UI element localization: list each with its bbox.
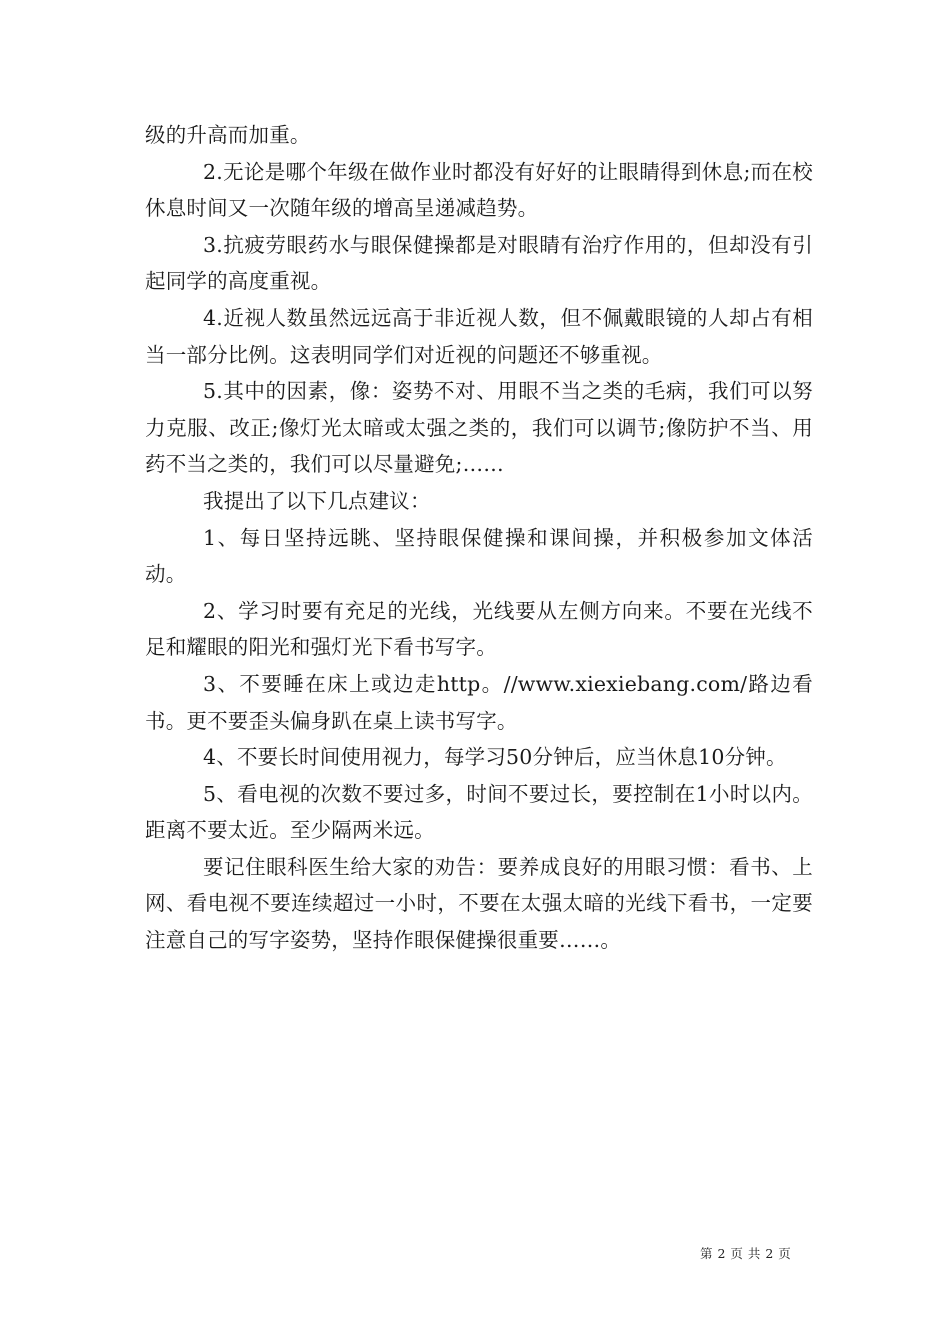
paragraph-continuation: 级的升高而加重。 xyxy=(145,123,311,147)
finding-3-paragraph: 3.抗疲劳眼药水与眼保健操都是对眼睛有治疗作用的，但却没有引起同学的高度重视。 xyxy=(145,232,813,294)
suggestion-4-paragraph: 4、不要长时间使用视力，每学习50分钟后，应当休息10分钟。 xyxy=(203,745,787,770)
finding-4-paragraph: 4.近视人数虽然远远高于非近视人数，但不佩戴眼镜的人却占有相当一部分比例。这表明同学们对近视的问题还不够重视。 xyxy=(145,305,813,367)
closing-advice-paragraph: 要记住眼科医生给大家的劝告：要养成良好的用眼习惯：看书、上网、看电视不要连续超过一小时，不要在太强太暗的光线下看书，一定要注意自己的写字姿势，坚持作眼保健操很重要……。 xyxy=(145,854,813,953)
suggestion-1-paragraph: 1、每日坚持远眺、坚持眼保健操和课间操，并积极参加文体活动。 xyxy=(145,525,813,587)
suggestion-5-paragraph: 5、看电视的次数不要过多，时间不要过长，要控制在1小时以内。距离不要太近。至少隔两米远。 xyxy=(145,781,813,843)
suggestion-2-paragraph: 2、学习时要有充足的光线，光线要从左侧方向来。不要在光线不足和耀眼的阳光和强灯光下看书写字。 xyxy=(145,598,813,660)
suggestion-3-paragraph: 3、不要睡在床上或边走http。//www.xiexiebang.com/路边看书。更不要歪头偏身趴在桌上读书写字。 xyxy=(145,671,813,733)
finding-2-paragraph: 2.无论是哪个年级在做作业时都没有好好的让眼睛得到休息;而在校休息时间又一次随年级的增高呈递减趋势。 xyxy=(145,159,813,221)
suggestions-heading: 我提出了以下几点建议： xyxy=(203,488,431,513)
page-number-footer: 第 2 页 共 2 页 xyxy=(700,1246,792,1261)
finding-5-paragraph: 5.其中的因素，像：姿势不对、用眼不当之类的毛病，我们可以努力克服、改正;像灯光太暗或太强之类的，我们可以调节;像防护不当、用药不当之类的，我们可以尽量避免;…… xyxy=(145,379,813,477)
document-body xyxy=(145,117,813,959)
